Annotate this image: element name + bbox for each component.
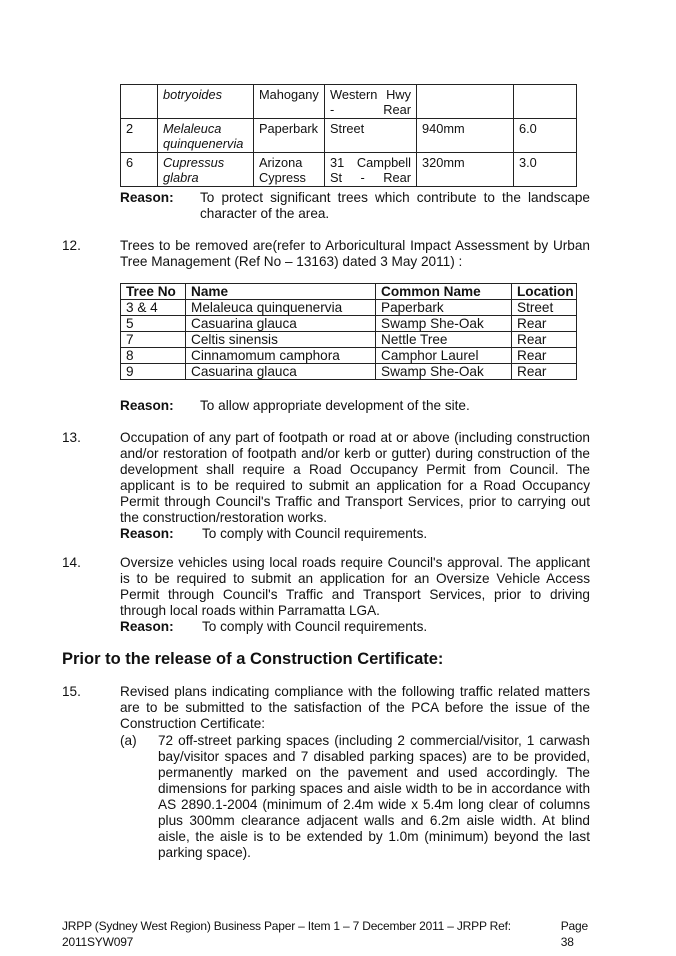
column-header: Name xyxy=(186,284,376,300)
condition-number: 13. xyxy=(62,430,81,445)
table-cell: Western Hwy - Rear xyxy=(325,85,417,119)
table-cell: Rear xyxy=(512,348,577,364)
table-cell: Casuarina glauca xyxy=(186,364,376,380)
table-cell: Paperbark xyxy=(254,119,325,153)
sub-condition-a xyxy=(120,733,590,861)
trees-to-remove-table xyxy=(120,283,577,380)
reason-text: To comply with Council requirements. xyxy=(202,526,428,541)
table-cell: Paperbark xyxy=(376,300,512,316)
table-cell: 8 xyxy=(121,348,186,364)
table-cell xyxy=(514,85,577,119)
table-cell: Melaleuca quinquenervia xyxy=(186,300,376,316)
table-cell: Swamp She-Oak xyxy=(376,364,512,380)
table-row xyxy=(121,119,577,153)
column-header: Tree No xyxy=(121,284,186,300)
table-cell: Rear xyxy=(512,364,577,380)
table-cell: Nettle Tree xyxy=(376,332,512,348)
condition-body xyxy=(120,430,590,542)
table-cell: Swamp She-Oak xyxy=(376,316,512,332)
footer-reference: JRPP (Sydney West Region) Business Paper – Item 1 – 7 December 2011 – JRPP Ref: 2011SYW097 xyxy=(62,919,511,949)
table-cell: 6 xyxy=(121,153,158,187)
table-cell: Rear xyxy=(512,316,577,332)
condition-body xyxy=(120,555,590,635)
reason-label: Reason: xyxy=(120,190,174,205)
table-cell: Street xyxy=(512,300,577,316)
table-cell: 31 Campbell St - Rear xyxy=(325,153,417,187)
table-cell: Camphor Laurel xyxy=(376,348,512,364)
reason-text: To allow appropriate development of the site. xyxy=(200,398,470,413)
reason-label: Reason: xyxy=(120,526,174,541)
reason-3 xyxy=(120,526,590,542)
table-cell: Casuarina glauca xyxy=(186,316,376,332)
reason-label: Reason: xyxy=(120,398,174,413)
column-header: Location xyxy=(512,284,577,300)
table-cell: Street xyxy=(325,119,417,153)
table-header-row xyxy=(121,284,577,300)
page-number: Page 38 xyxy=(560,919,588,949)
reason-label: Reason: xyxy=(120,619,174,634)
reason-text: To comply with Council requirements. xyxy=(202,619,428,634)
table-row xyxy=(121,364,577,380)
condition-14 xyxy=(62,555,590,635)
table-row xyxy=(121,153,577,187)
table-cell: 940mm xyxy=(417,119,514,153)
condition-13 xyxy=(62,430,590,542)
condition-text: Trees to be removed are(refer to Arboricultural Impact Assessment by Urban Tree Management (Ref No – 13163) dated 3 May 2011) : xyxy=(120,238,590,269)
table-cell: Melaleuca quinquenervia xyxy=(158,119,254,153)
table-row xyxy=(121,300,577,316)
table-cell: 3 & 4 xyxy=(121,300,186,316)
section-heading: Prior to the release of a Construction Certificate: xyxy=(62,650,444,668)
table-row xyxy=(121,348,577,364)
reason-4 xyxy=(120,619,590,635)
condition-number: 14. xyxy=(62,555,81,570)
table-row xyxy=(121,332,577,348)
table-row xyxy=(121,316,577,332)
table-cell: 5 xyxy=(121,316,186,332)
condition-text: Oversize vehicles using local roads require Council's approval. The applicant is to be required to submit an application for an Oversize Vehicle Access Permit through Council's Traffic and Transport Services, prior to driving through local roads within Parramatta LGA. xyxy=(120,555,590,618)
table-cell: botryoides xyxy=(158,85,254,119)
condition-text: Occupation of any part of footpath or road at or above (including construction and/or restoration of footpath and/or kerb or gutter) during construction of the development shall require a Road Occupancy Permit from Council. The applicant is to be required to submit an application for a Road Occupancy Permit through Council's Traffic and Transport Services, prior to carrying out the construction/restoration works. xyxy=(120,430,590,525)
condition-text: Revised plans indicating compliance with the following traffic related matters are to be submitted to the satisfaction of the PCA before the issue of the Construction Certificate: xyxy=(120,684,590,731)
table-cell: 2 xyxy=(121,119,158,153)
page-footer xyxy=(62,918,602,950)
table-cell: 3.0 xyxy=(514,153,577,187)
tree-retention-table xyxy=(120,84,577,187)
condition-number: 12. xyxy=(62,238,81,253)
table-cell: 7 xyxy=(121,332,186,348)
condition-15 xyxy=(62,684,590,861)
table-cell xyxy=(121,85,158,119)
sub-condition-text: 72 off-street parking spaces (including 2 commercial/visitor, 1 carwash bay/visitor spaces and 7 disabled parking spaces) are to be provided, permanently marked on the pavement and used accordingly. The dimensions for parking spaces and aisle width to be in accordance with AS 2890.1-2004 (minimum of 2.4m wide x 5.4m long clear of columns plus 300mm clearance adjacent walls and 6.2m aisle width. At blind aisle, the aisle is to be extended by 1.0m (minimum) beyond the last parking space). xyxy=(158,733,590,860)
table-cell: Cinnamomum camphora xyxy=(186,348,376,364)
table-cell: Rear xyxy=(512,332,577,348)
table-cell: Arizona Cypress xyxy=(254,153,325,187)
reason-2 xyxy=(120,398,590,414)
table-cell: 6.0 xyxy=(514,119,577,153)
condition-number: 15. xyxy=(62,684,81,699)
table-cell xyxy=(417,85,514,119)
condition-body xyxy=(120,684,590,861)
table-cell: Mahogany xyxy=(254,85,325,119)
sub-condition-label: (a) xyxy=(120,733,137,748)
table-cell: Celtis sinensis xyxy=(186,332,376,348)
reason-1 xyxy=(120,190,590,222)
table-row xyxy=(121,85,577,119)
table-cell: Cupressus glabra xyxy=(158,153,254,187)
table-cell: 320mm xyxy=(417,153,514,187)
table-cell: 9 xyxy=(121,364,186,380)
reason-text: To protect significant trees which contribute to the landscape character of the area. xyxy=(200,190,590,221)
column-header: Common Name xyxy=(376,284,512,300)
condition-12 xyxy=(62,238,590,270)
